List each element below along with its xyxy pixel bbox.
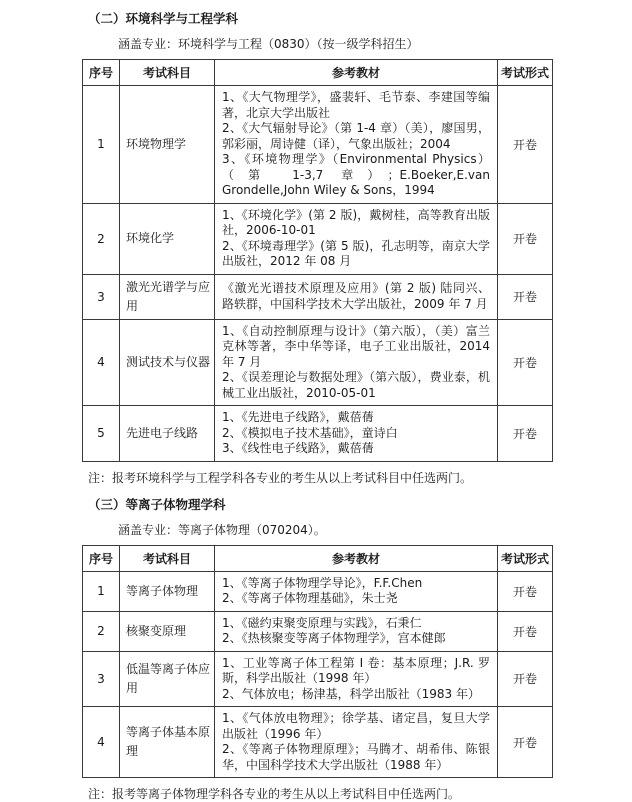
reference-materials-cell bbox=[215, 86, 498, 204]
exam-subject-cell: 环境物理学 bbox=[120, 86, 215, 204]
table-header-row bbox=[83, 545, 553, 571]
material-line: 2、气体放电；杨津基，科学出版社（1983 年） bbox=[222, 687, 490, 703]
material-line: 《激光光谱技术原理及应用》(第 2 版) 陆同兴、路轶群，中国科学技术大学出版社，2009 年 7 月 bbox=[222, 281, 490, 312]
exam-subject-cell: 等离子体物理 bbox=[120, 571, 215, 611]
exam-format-cell: 开卷 bbox=[498, 319, 553, 406]
table-row bbox=[83, 203, 553, 274]
section-heading: （二）环境科学与工程学科 bbox=[88, 10, 632, 27]
exam-subject-cell: 等离子体基本原理 bbox=[120, 707, 215, 778]
table-header-row bbox=[83, 60, 553, 86]
exam-format-cell: 开卷 bbox=[498, 651, 553, 707]
material-line: 1、《先进电子线路》，戴蓓蒨 bbox=[222, 410, 490, 426]
section-covered-majors: 涵盖专业：环境科学与工程（0830）（按一级学科招生） bbox=[118, 36, 632, 52]
row-number-cell: 1 bbox=[83, 571, 120, 611]
material-line: 2、《模拟电子技术基础》，童诗白 bbox=[222, 426, 490, 442]
exam-subject-cell: 先进电子线路 bbox=[120, 406, 215, 462]
exam-format-cell: 开卷 bbox=[498, 571, 553, 611]
exam-format-cell: 开卷 bbox=[498, 707, 553, 778]
section-plasma-physics bbox=[0, 496, 632, 802]
row-number-cell: 1 bbox=[83, 86, 120, 204]
exam-subject-cell: 测试技术与仪器 bbox=[120, 319, 215, 406]
row-number-cell: 3 bbox=[83, 651, 120, 707]
material-line: 1、《大气物理学》，盛裴轩、毛节泰、李建国等编著，北京大学出版社 bbox=[222, 90, 490, 121]
material-line: 1、工业等离子体工程第 I 卷：基本原理；J.R. 罗斯，科学出版社（1998 年） bbox=[222, 656, 490, 687]
table-row bbox=[83, 274, 553, 319]
material-line: 1、《磁约束聚变原理与实践》，石秉仁 bbox=[222, 616, 490, 632]
table-row bbox=[83, 406, 553, 462]
row-number-cell: 5 bbox=[83, 406, 120, 462]
reference-materials-cell bbox=[215, 274, 498, 319]
section-note: 注：报考等离子体物理学科各专业的考生从以上考试科目中任选两门。 bbox=[88, 786, 632, 802]
table-row bbox=[83, 611, 553, 651]
column-header-format: 考试形式 bbox=[498, 60, 553, 86]
column-header-number: 序号 bbox=[83, 545, 120, 571]
row-number-cell: 3 bbox=[83, 274, 120, 319]
exam-format-cell: 开卷 bbox=[498, 274, 553, 319]
reference-materials-cell bbox=[215, 406, 498, 462]
section-heading: （三）等离子体物理学科 bbox=[88, 496, 632, 513]
material-line: 2、《大气辐射导论》（第 1-4 章）（美），廖国男，郭彩丽，周诗健（译），气象出版社；2004 bbox=[222, 121, 490, 152]
material-line: 1、《自动控制原理与设计》（第六版），（美）富兰克林等著，李中华等译，电子工业出版社，2014 年 7 月 bbox=[222, 324, 490, 371]
exam-subjects-table bbox=[82, 59, 553, 462]
column-header-number: 序号 bbox=[83, 60, 120, 86]
column-header-subject: 考试科目 bbox=[120, 60, 215, 86]
column-header-materials: 参考教材 bbox=[215, 545, 498, 571]
section-covered-majors: 涵盖专业：等离子体物理（070204）。 bbox=[118, 522, 632, 538]
row-number-cell: 2 bbox=[83, 611, 120, 651]
reference-materials-cell bbox=[215, 203, 498, 274]
material-line: 3、《线性电子线路》，戴蓓蒨 bbox=[222, 441, 490, 457]
section-environmental-science bbox=[0, 10, 632, 486]
row-number-cell: 2 bbox=[83, 203, 120, 274]
exam-subject-cell: 激光光谱学与应用 bbox=[120, 274, 215, 319]
column-header-format: 考试形式 bbox=[498, 545, 553, 571]
exam-subjects-table bbox=[82, 545, 553, 779]
table-row bbox=[83, 86, 553, 204]
material-line: 2、《热核聚变等离子体物理学》，宫本健郎 bbox=[222, 631, 490, 647]
material-line: 2、《环境毒理学》(第 5 版)，孔志明等，南京大学出版社，2012 年 08 月 bbox=[222, 239, 490, 270]
table-row bbox=[83, 319, 553, 406]
row-number-cell: 4 bbox=[83, 707, 120, 778]
row-number-cell: 4 bbox=[83, 319, 120, 406]
material-line: 1、《气体放电物理》；徐学基、诸定昌，复旦大学出版社（1996 年） bbox=[222, 711, 490, 742]
reference-materials-cell bbox=[215, 651, 498, 707]
reference-materials-cell bbox=[215, 571, 498, 611]
material-line: 1、《环境化学》(第 2 版)，戴树桂，高等教育出版社，2006-10-01 bbox=[222, 208, 490, 239]
section-note: 注：报考环境科学与工程学科各专业的考生从以上考试科目中任选两门。 bbox=[88, 470, 632, 486]
reference-materials-cell bbox=[215, 319, 498, 406]
reference-materials-cell bbox=[215, 611, 498, 651]
exam-format-cell: 开卷 bbox=[498, 406, 553, 462]
material-line: 2、《误差理论与数据处理》（第六版），费业泰，机械工业出版社，2010-05-01 bbox=[222, 370, 490, 401]
table-row bbox=[83, 707, 553, 778]
exam-subject-cell: 核聚变原理 bbox=[120, 611, 215, 651]
material-line: 3、《环境物理学》（Environmental Physics）（第 1-3,7 章）；E.Boeker,E.van Grondelle,John Wiley & Sons，1994 bbox=[222, 152, 490, 199]
table-row bbox=[83, 651, 553, 707]
exam-format-cell: 开卷 bbox=[498, 611, 553, 651]
exam-subject-cell: 低温等离子体应用 bbox=[120, 651, 215, 707]
material-line: 2、《等离子体物理基础》，朱士尧 bbox=[222, 591, 490, 607]
reference-materials-cell bbox=[215, 707, 498, 778]
material-line: 2、《等离子体物理原理》；马腾才、胡希伟、陈银华，中国科学技术大学出版社（1988 年） bbox=[222, 742, 490, 773]
exam-format-cell: 开卷 bbox=[498, 203, 553, 274]
exam-subject-cell: 环境化学 bbox=[120, 203, 215, 274]
table-row bbox=[83, 571, 553, 611]
column-header-subject: 考试科目 bbox=[120, 545, 215, 571]
material-line: 1、《等离子体物理学导论》，F.F.Chen bbox=[222, 576, 490, 592]
exam-format-cell: 开卷 bbox=[498, 86, 553, 204]
column-header-materials: 参考教材 bbox=[215, 60, 498, 86]
